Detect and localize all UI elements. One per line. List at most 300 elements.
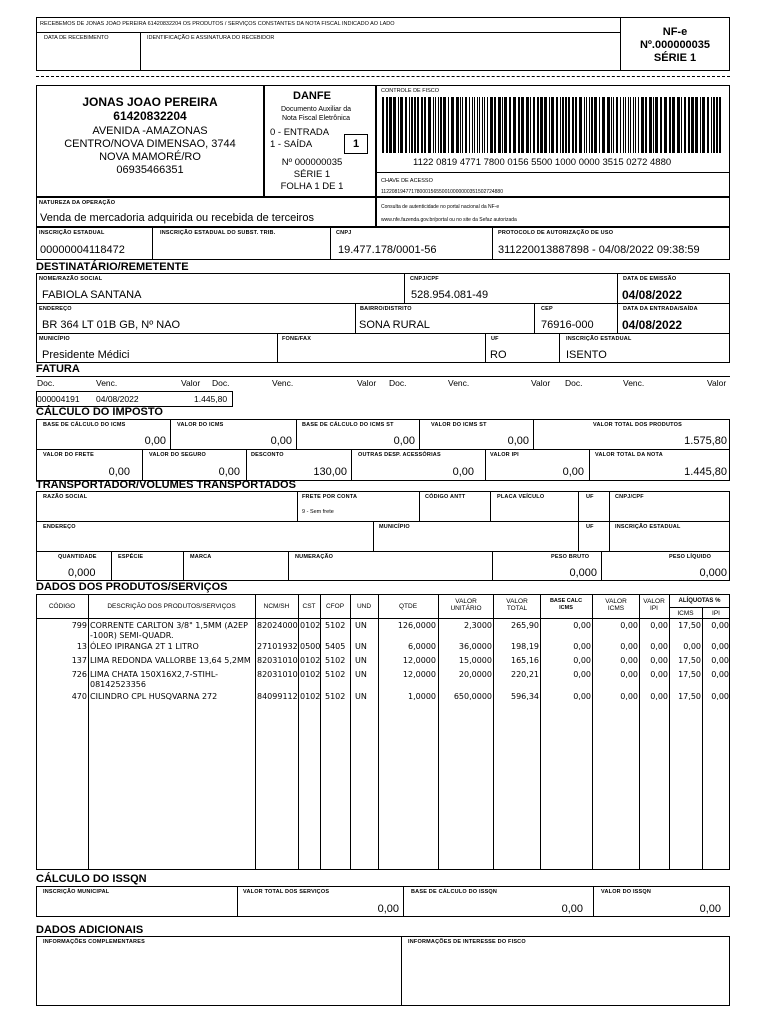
natureza-label: NATUREZA DA OPERAÇÃO [39, 200, 116, 206]
barcode-bar [681, 97, 682, 153]
barcode-bar [669, 97, 671, 153]
transp-frete: 9 - Sem frete [302, 509, 334, 515]
cell-und: UN [355, 670, 367, 679]
identificacao-label: IDENTIFICAÇÃO E ASSINATURA DO RECEBIDOR [147, 35, 275, 41]
issqn-servicos-label: VALOR TOTAL DOS SERVIÇOS [243, 889, 330, 895]
issqn-bc: 0,00 [561, 903, 583, 915]
barcode-bar [579, 97, 582, 153]
danfe-saida: 1 - SAÍDA [270, 139, 313, 150]
transp-endereco-label: ENDEREÇO [43, 524, 76, 530]
transp-cnpj-label: CNPJ/CPF [615, 494, 644, 500]
col-a-icms: ICMS [677, 610, 694, 617]
cell-codigo: 726 [71, 670, 87, 679]
v-prod: 1.575,80 [684, 435, 727, 447]
barcode-bar [456, 97, 459, 153]
cell-a-icms: 17,50 [678, 656, 701, 665]
canhoto-recebemos: RECEBEMOS DE JONAS JOAO PEREIRA 61420832204 OS PRODUTOS / SERVIÇOS CONSTANTES DA NOTA FISCAL INDICADO AO LADO [40, 21, 395, 27]
cell-descricao: CORRENTE CARLTON 3/8" 1,5MM (A2EP [90, 621, 248, 630]
transp-ie-label: INSCRIÇÃO ESTADUAL [615, 524, 681, 530]
cell-a-icms: 0,00 [683, 642, 701, 651]
v-st: 0,00 [507, 435, 529, 447]
dest-emissao: 04/08/2022 [622, 288, 683, 302]
col-descricao: DESCRIÇÃO DOS PRODUTOS/SERVIÇOS [107, 603, 236, 610]
barcode-bar [549, 97, 550, 153]
info-fisco-label: INFORMAÇÕES DE INTERESSE DO FISCO [408, 939, 526, 945]
col-v-icms: VALOR ICMS [605, 598, 627, 612]
cell-a-ipi: 0,00 [711, 670, 729, 679]
cell-v-total: 596,34 [511, 692, 539, 701]
cell-und: UN [355, 656, 367, 665]
barcode-bar [584, 97, 585, 153]
cell-v-icms: 0,00 [620, 621, 638, 630]
cell-cfop: 5102 [325, 692, 346, 701]
dest-cep-label: CEP [541, 306, 553, 312]
barcode-bar [707, 97, 709, 153]
barcode-bar [502, 97, 503, 153]
barcode-bar [716, 97, 718, 153]
fatura-venc: 04/08/2022 [96, 394, 139, 404]
cell-bc-icms: 0,00 [573, 621, 591, 630]
cell-bc-icms: 0,00 [573, 656, 591, 665]
fatura-valor-label-3: Valor [531, 378, 551, 388]
bc-icms-label: BASE DE CÁLCULO DO ICMS [43, 422, 126, 428]
cell-descricao: CILINDRO CPL HUSQVARNA 272 [90, 692, 218, 701]
cell-descricao-cont: 08142523356 [90, 680, 146, 689]
barcode-bar [487, 97, 488, 153]
barcode-bar [462, 97, 463, 153]
barcode-bar [513, 97, 516, 153]
barcode-bar [713, 97, 715, 153]
fatura-doc-label-2: Doc. [212, 378, 230, 388]
dest-uf: RO [490, 349, 507, 361]
barcode-bar [677, 97, 680, 153]
chave-acesso[interactable]: 11220819477178000156550010000000351502724880 [381, 189, 503, 195]
cell-v-unit: 20,0000 [458, 670, 492, 679]
v-st-label: VALOR DO ICMS ST [431, 422, 487, 428]
dest-municipio-label: MUNICÍPIO [39, 336, 70, 342]
transp-marca-label: MARCA [190, 554, 212, 560]
produtos-title: DADOS DOS PRODUTOS/SERVIÇOS [36, 581, 228, 593]
barcode-bar [560, 97, 561, 153]
barcode-bar [438, 97, 439, 153]
ie-st-label: INSCRIÇÃO ESTADUAL DO SUBST. TRIB. [160, 230, 276, 236]
barcode-bar [393, 97, 396, 153]
v-icms-label: VALOR DO ICMS [177, 422, 224, 428]
dest-cep: 76916-000 [541, 319, 594, 331]
fatura-doc: 000004191 [37, 394, 80, 404]
barcode-text: 1122 0819 4771 7800 0156 5500 1000 0000 3515 0272 4880 [413, 157, 672, 168]
outras-label: OUTRAS DESP. ACESSÓRIAS [358, 452, 441, 458]
barcode-bar [599, 97, 600, 153]
transp-peso-liquido-label: PESO LÍQUIDO [669, 554, 712, 560]
col-codigo: CÓDIGO [48, 603, 76, 610]
barcode-bar [414, 97, 416, 153]
barcode-bar [465, 97, 467, 153]
col-v-ipi: VALOR IPI [643, 598, 665, 612]
cell-v-total: 220,21 [511, 670, 539, 679]
barcode-bar [641, 97, 644, 153]
emitente-cidade: NOVA MAMORÉ/RO [99, 151, 201, 163]
cell-v-ipi: 0,00 [650, 621, 668, 630]
controle-fisco-label: CONTROLE DE FISCO [381, 88, 440, 94]
cell-a-ipi: 0,00 [711, 642, 729, 651]
barcode-bar [386, 97, 388, 153]
dest-nome: FABIOLA SANTANA [42, 289, 142, 301]
dest-ie: ISENTO [566, 349, 607, 361]
barcode-bar [568, 97, 570, 153]
cell-descricao: LIMA CHATA 150X16X2,7-STIHL- [90, 670, 219, 679]
barcode-bar [611, 97, 612, 153]
bc-st: 0,00 [393, 435, 415, 447]
cell-ncm: 84099112 [257, 692, 298, 701]
chave-acesso-label: CHAVE DE ACESSO [381, 178, 433, 184]
transp-qtd-label: QUANTIDADE [58, 554, 97, 560]
fatura-valor-label-4: Valor [707, 378, 727, 388]
col-ncm: NCM/SH [263, 603, 290, 610]
fatura-title: FATURA [36, 363, 80, 375]
emitente-nome: JONAS JOAO PEREIRA [82, 95, 218, 109]
danfe-folha: FOLHA 1 DE 1 [280, 181, 344, 192]
cell-v-ipi: 0,00 [650, 656, 668, 665]
dest-saida-label: DATA DA ENTRADA/SAÍDA [623, 306, 698, 312]
danfe-sub2: Nota Fiscal Eletrônica [281, 115, 351, 122]
barcode-bar [688, 97, 690, 153]
fatura-doc-label-4: Doc. [565, 378, 583, 388]
consulta-line2: www.nfe.fazenda.gov.br/portal ou no site da Sefaz autorizada [381, 217, 517, 223]
barcode-bar [409, 97, 410, 153]
barcode-bar [540, 97, 543, 153]
barcode-bar [572, 97, 574, 153]
cell-cfop: 5405 [325, 642, 346, 651]
barcode-bar [645, 97, 647, 153]
barcode-bar [435, 97, 436, 153]
v-nota: 1.445,80 [684, 466, 727, 478]
dest-emissao-label: DATA DE EMISSÃO [623, 276, 677, 282]
cell-qtde: 126,0000 [397, 621, 436, 630]
desconto-label: DESCONTO [251, 452, 284, 458]
issqn-valor: 0,00 [699, 903, 721, 915]
cell-v-ipi: 0,00 [650, 692, 668, 701]
cnpj-label: CNPJ [336, 230, 352, 236]
barcode-bar [428, 97, 431, 153]
cell-v-total: 165,16 [511, 656, 539, 665]
danfe-sub1: Documento Auxiliar da [280, 106, 352, 113]
barcode-bar [472, 97, 473, 153]
fatura-venc-label-1: Venc. [96, 378, 118, 388]
emitente-telefone: 06935466351 [116, 164, 184, 176]
cell-codigo: 137 [71, 656, 87, 665]
imposto-title: CÁLCULO DO IMPOSTO [36, 406, 163, 418]
barcode-bar [565, 97, 567, 153]
dest-endereco-label: ENDEREÇO [39, 306, 72, 312]
emitente-endereco1: AVENIDA -AMAZONAS [92, 125, 208, 137]
cell-descricao-cont: -100R) SEMI-QUADR. [90, 631, 174, 640]
barcode-bar [389, 97, 392, 153]
danfe-title: DANFE [293, 90, 331, 102]
transporte-title: TRANSPORTADOR/VOLUMES TRANSPORTADOS [36, 479, 296, 491]
seguro-label: VALOR DO SEGURO [149, 452, 206, 458]
v-icms: 0,00 [270, 435, 292, 447]
barcode-bar [625, 97, 626, 153]
barcode-bar [613, 97, 614, 153]
barcode-bar [479, 97, 480, 153]
barcode-bar [382, 97, 384, 153]
cell-a-ipi: 0,00 [711, 692, 729, 701]
ie-label: INSCRIÇÃO ESTADUAL [39, 230, 105, 236]
barcode-bar [440, 97, 442, 153]
barcode-bar [638, 97, 639, 153]
cell-a-icms: 17,50 [678, 621, 701, 630]
v-prod-label: VALOR TOTAL DOS PRODUTOS [593, 422, 682, 428]
barcode-bar [533, 97, 535, 153]
bc-st-label: BASE DE CÁLCULO DO ICMS ST [302, 422, 394, 428]
cell-codigo: 470 [71, 692, 87, 701]
dest-cnpj-label: CNPJ/CPF [410, 276, 439, 282]
transp-numeracao-label: NUMERAÇÃO [295, 554, 334, 560]
dest-fone-label: FONE/FAX [282, 336, 312, 342]
cell-cfop: 5102 [325, 621, 346, 630]
cell-a-ipi: 0,00 [711, 621, 729, 630]
fatura-valor-label-1: Valor [181, 378, 201, 388]
dest-nome-label: NOME/RAZÃO SOCIAL [39, 276, 103, 282]
cell-v-total: 198,19 [511, 642, 539, 651]
protocolo-valor: 311220013887898 - 04/08/2022 09:38:59 [498, 244, 700, 256]
frete-label: VALOR DO FRETE [43, 452, 94, 458]
barcode-bar [655, 97, 658, 153]
barcode-bar [633, 97, 634, 153]
dest-bairro: SONA RURAL [359, 319, 430, 331]
cell-qtde: 6,0000 [408, 642, 436, 651]
cell-v-icms: 0,00 [620, 642, 638, 651]
cell-a-icms: 17,50 [678, 692, 701, 701]
barcode-bar [695, 97, 698, 153]
cell-bc-icms: 0,00 [573, 692, 591, 701]
barcode-bar [616, 97, 618, 153]
transp-antt-label: CÓDIGO ANTT [425, 494, 466, 500]
fatura-venc-label-2: Venc. [272, 378, 294, 388]
outras: 0,00 [452, 466, 474, 478]
barcode-bar [433, 97, 434, 153]
cell-a-icms: 17,50 [678, 670, 701, 679]
bc-icms: 0,00 [144, 435, 166, 447]
transp-peso-bruto-label: PESO BRUTO [551, 554, 590, 560]
cell-v-ipi: 0,00 [650, 670, 668, 679]
barcode-bar [494, 97, 496, 153]
cell-ncm: 27101932 [257, 642, 298, 651]
barcode-bar [623, 97, 624, 153]
emitente-endereco2: CENTRO/NOVA DIMENSAO, 3744 [64, 138, 236, 150]
barcode-bar [477, 97, 478, 153]
emitente-cpf: 61420832204 [113, 109, 187, 123]
cell-descricao: ÓLEO IPIRANGA 2T 1 LITRO [90, 642, 199, 651]
barcode-bar [664, 97, 667, 153]
danfe-tipo: 1 [344, 134, 368, 154]
cell-cst: 0500 [300, 642, 321, 651]
barcode-bar [537, 97, 539, 153]
barcode-bar [551, 97, 554, 153]
barcode-bar [691, 97, 694, 153]
cell-cfop: 5102 [325, 656, 346, 665]
frete: 0,00 [108, 466, 130, 478]
issqn-bc-label: BASE DE CÁLCULO DO ISSQN [411, 889, 498, 895]
adicionais-title: DADOS ADICIONAIS [36, 924, 144, 936]
barcode-bar [607, 97, 610, 153]
barcode-bar [586, 97, 587, 153]
barcode-bar [628, 97, 629, 153]
cell-ncm: 82024000 [257, 621, 298, 630]
barcode-bar [602, 97, 605, 153]
fatura-doc-label-1: Doc. [37, 378, 55, 388]
barcode-bar [504, 97, 507, 153]
cell-cst: 0102 [300, 692, 321, 701]
col-aliquotas: ALÍQUOTAS % [678, 598, 721, 604]
cell-ncm: 82031010 [257, 656, 298, 665]
protocolo-label: PROTOCOLO DE AUTORIZAÇÃO DE USO [498, 230, 614, 236]
barcode-bar [635, 97, 636, 153]
cell-cst: 0102 [300, 670, 321, 679]
barcode-bar [521, 97, 524, 153]
barcode-bar [684, 97, 686, 153]
barcode-bar [474, 97, 475, 153]
cell-und: UN [355, 692, 367, 701]
transp-municipio-label: MUNICÍPIO [379, 524, 410, 530]
barcode-bar [400, 97, 403, 153]
transp-placa-label: PLACA VEÍCULO [497, 494, 545, 500]
barcode-bar [518, 97, 520, 153]
barcode-bar [411, 97, 413, 153]
destinatario-title: DESTINATÁRIO/REMETENTE [36, 261, 189, 273]
barcode-bar [719, 97, 721, 153]
dest-ie-label: INSCRIÇÃO ESTADUAL [566, 336, 632, 342]
desconto: 130,00 [313, 466, 347, 478]
barcode-bar [672, 97, 675, 153]
barcode-bar [653, 97, 654, 153]
barcode-bar [484, 97, 485, 153]
cell-v-icms: 0,00 [620, 692, 638, 701]
barcode-bar [556, 97, 558, 153]
transp-especie-label: ESPÉCIE [118, 554, 144, 560]
issqn-title: CÁLCULO DO ISSQN [36, 873, 147, 885]
cell-qtde: 1,0000 [408, 692, 436, 701]
cell-v-unit: 15,0000 [458, 656, 492, 665]
cell-bc-icms: 0,00 [573, 642, 591, 651]
barcode-bar [469, 97, 470, 153]
barcode-bar [498, 97, 501, 153]
info-complementares-label: INFORMAÇÕES COMPLEMENTARES [43, 939, 145, 945]
danfe-serie: SÉRIE 1 [293, 169, 331, 180]
barcode-bar [490, 97, 493, 153]
barcode-bar [405, 97, 407, 153]
cell-qtde: 12,0000 [402, 670, 436, 679]
barcode-bar [424, 97, 426, 153]
cut-line [36, 76, 730, 77]
canhoto-nfe-serie: SÉRIE 1 [653, 52, 697, 64]
barcode-bar [443, 97, 446, 153]
canhoto-nfe-numero: Nº.000000035 [639, 39, 711, 51]
barcode-bar [451, 97, 454, 153]
barcode-bar [630, 97, 631, 153]
barcode-bar [417, 97, 419, 153]
cell-bc-icms: 0,00 [573, 670, 591, 679]
dest-saida: 04/08/2022 [622, 318, 683, 332]
col-cfop: CFOP [325, 603, 345, 610]
dest-cnpj: 528.954.081-49 [411, 289, 489, 301]
barcode-bar [620, 97, 621, 153]
barcode-bar [589, 97, 590, 153]
barcode-bar [398, 97, 399, 153]
transp-frete-label: FRETE POR CONTA [302, 494, 358, 500]
ie-valor: 00000004118472 [40, 244, 125, 256]
cell-v-icms: 0,00 [620, 656, 638, 665]
barcode-bar [509, 97, 511, 153]
data-recebimento-label: DATA DE RECEBIMENTO [44, 35, 109, 41]
issqn-servicos: 0,00 [377, 903, 399, 915]
cell-cst: 0102 [300, 656, 321, 665]
cell-codigo: 13 [76, 642, 87, 651]
barcode-bar [702, 97, 705, 153]
fatura-doc-label-3: Doc. [389, 378, 407, 388]
dest-endereco: BR 364 LT 01B GB, Nº NAO [42, 319, 181, 331]
cell-v-ipi: 0,00 [650, 642, 668, 651]
fatura-valor: 1.445,80 [194, 394, 228, 404]
barcode-bar [448, 97, 449, 153]
barcode-bar [460, 97, 461, 153]
col-a-ipi: IPI [712, 610, 720, 617]
transp-peso-bruto: 0,000 [569, 567, 597, 579]
transp-peso-liquido: 0,000 [699, 567, 727, 579]
canhoto-nfe-title: NF-e [662, 26, 688, 38]
cell-v-icms: 0,00 [620, 670, 638, 679]
transp-quantidade: 0,000 [68, 567, 96, 579]
danfe-entrada: 0 - ENTRADA [270, 127, 330, 138]
barcode-bar [660, 97, 662, 153]
fatura-valor-label-2: Valor [357, 378, 377, 388]
cell-und: UN [355, 642, 367, 651]
barcode-bar [591, 97, 593, 153]
cell-codigo: 799 [71, 621, 87, 630]
barcode-bar [575, 97, 577, 153]
cell-qtde: 12,0000 [402, 656, 436, 665]
transp-razao-label: RAZÃO SOCIAL [43, 494, 88, 500]
cell-cst: 0102 [300, 621, 321, 630]
danfe-numero: Nº 000000035 [281, 157, 343, 168]
transp-uf2-label: UF [586, 524, 594, 530]
cell-v-unit: 2,3000 [464, 621, 492, 630]
barcode-bar [482, 97, 483, 153]
cell-und: UN [355, 621, 367, 630]
ipi-label: VALOR IPI [490, 452, 519, 458]
barcode-bar [530, 97, 531, 153]
barcode-bar [526, 97, 529, 153]
barcode [382, 97, 724, 153]
adicionais-box [36, 936, 730, 1006]
dest-bairro-label: BAIRRO/DISTRITO [360, 306, 412, 312]
cell-v-total: 265,90 [511, 621, 539, 630]
dest-uf-label: UF [491, 336, 499, 342]
seguro: 0,00 [218, 466, 240, 478]
barcode-bar [544, 97, 547, 153]
barcode-bar [421, 97, 423, 153]
consulta-line1: Consulta de autenticidade no portal nacional da NF-e [381, 204, 500, 210]
ipi: 0,00 [562, 466, 584, 478]
issqn-valor-label: VALOR DO ISSQN [601, 889, 652, 895]
cell-descricao: LIMA REDONDA VALLORBE 13,64 5,2MM [90, 656, 251, 665]
col-und: UND [356, 603, 372, 610]
cell-cfop: 5102 [325, 670, 346, 679]
col-cst: CST [302, 603, 316, 610]
barcode-bar [562, 97, 564, 153]
v-nota-label: VALOR TOTAL DA NOTA [595, 452, 663, 458]
